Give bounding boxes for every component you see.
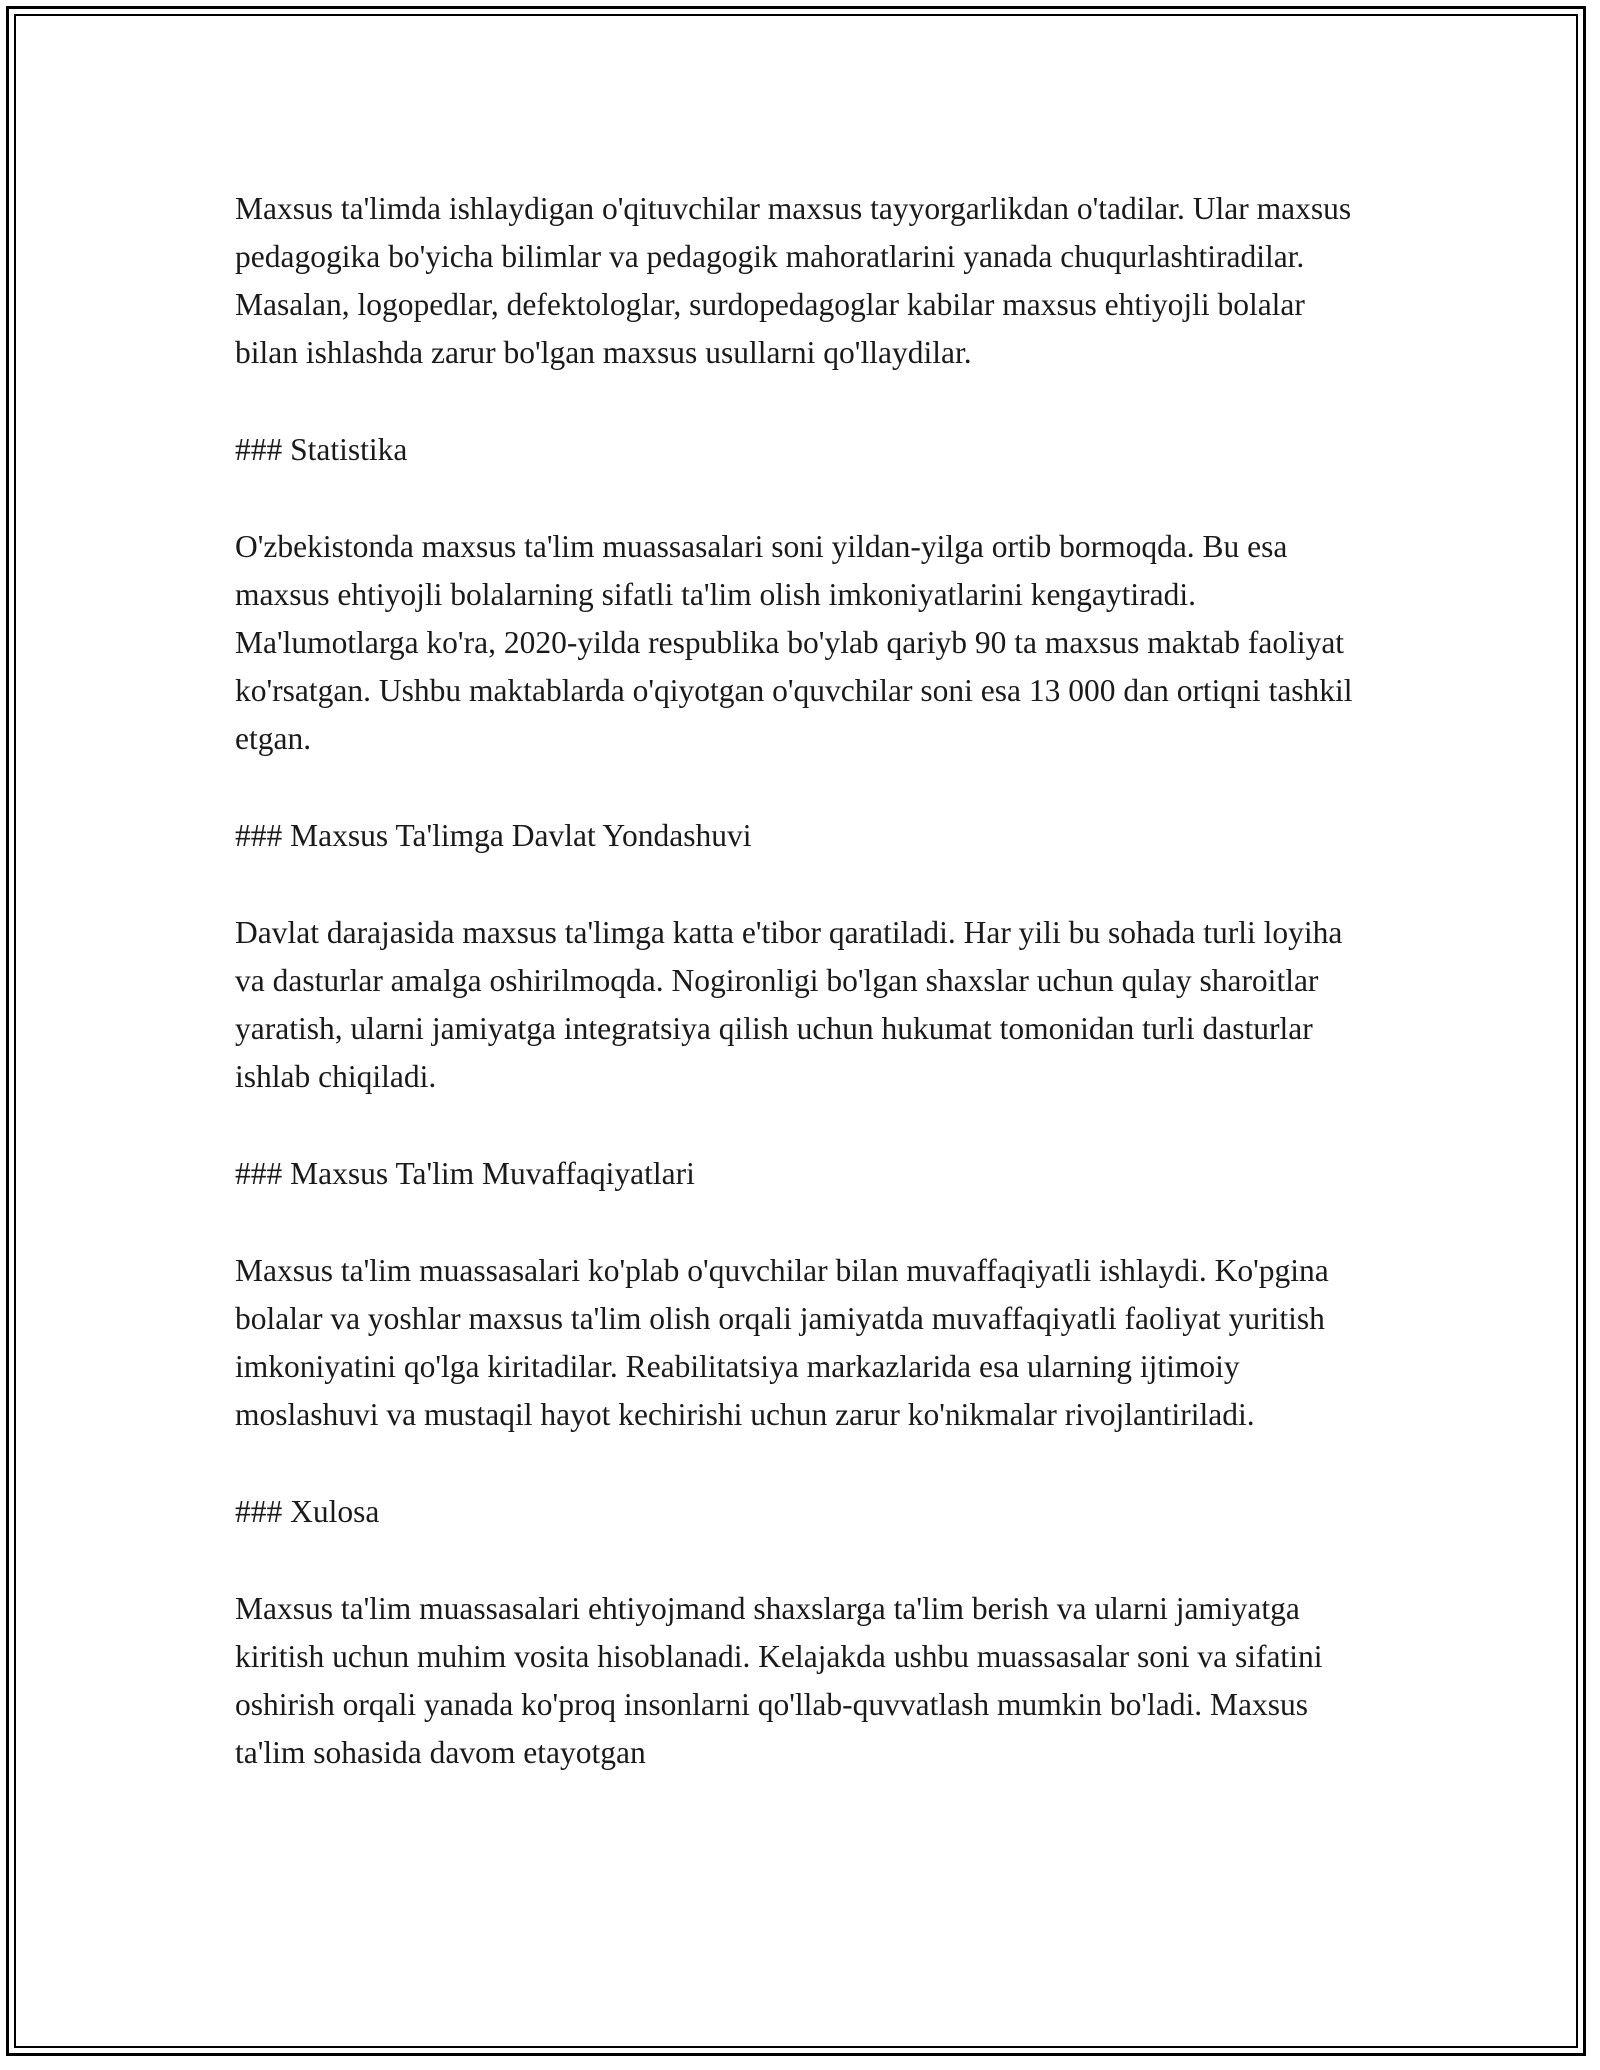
paragraph-muvaffaqiyatlari: Maxsus ta'lim muassasalari ko'plab o'quvchilar bilan muvaffaqiyatli ishlaydi. Ko'pgina bolalar va yoshlar maxsus ta'lim olish orqali jamiyatda muvaffaqiyatli faoliyat yuritish imkoniyatini qo'lga kiritadilar. Reabilitatsiya markazlarida esa ularning ijtimoiy moslashuvi va mustaqil hayot kechirishi uchun zarur ko'nikmalar rivojlantiriladi. bbox=[235, 1253, 1329, 1432]
heading-davlat-yondashuvi: ### Maxsus Ta'limga Davlat Yondashuvi bbox=[235, 818, 752, 853]
heading-muvaffaqiyatlari: ### Maxsus Ta'lim Muvaffaqiyatlari bbox=[235, 1156, 695, 1191]
heading-xulosa: ### Xulosa bbox=[235, 1494, 380, 1529]
paragraph-intro: Maxsus ta'limda ishlaydigan o'qituvchilar maxsus tayyorgarlikdan o'tadilar. Ular maxsus pedagogika bo'yicha bilimlar va pedagogik mahoratlarini yanada chuqurlashtiradilar. Masalan, logopedlar, defektologlar, surdopedagoglar kabilar maxsus ehtiyojli bolalar bilan ishlashda zarur bo'lgan maxsus usullarni qo'llaydilar. bbox=[235, 191, 1352, 370]
paragraph-davlat-yondashuvi: Davlat darajasida maxsus ta'limga katta e'tibor qaratiladi. Har yili bu sohada turli loyiha va dasturlar amalga oshirilmoqda. Nogironligi bo'lgan shaxslar uchun qulay sharoitlar yaratish, ularni jamiyatga integratsiya qilish uchun hukumat tomonidan turli dasturlar ishlab chiqiladi. bbox=[235, 915, 1343, 1094]
paragraph-statistika: O'zbekistonda maxsus ta'lim muassasalari soni yildan-yilga ortib bormoqda. Bu esa maxsus ehtiyojli bolalarning sifatli ta'lim olish imkoniyatlarini kengaytiradi. Ma'lumotlarga ko'ra, 2020-yilda respublika bo'ylab qariyb 90 ta maxsus maktab faoliyat ko'rsatgan. Ushbu maktablarda o'qiyotgan o'quvchilar soni esa 13 000 dan ortiqni tashkil etgan. bbox=[235, 529, 1353, 756]
document-body bbox=[235, 185, 1375, 1826]
heading-statistika: ### Statistika bbox=[235, 432, 408, 467]
paragraph-xulosa: Maxsus ta'lim muassasalari ehtiyojmand shaxslarga ta'lim berish va ularni jamiyatga kiritish uchun muhim vosita hisoblanadi. Kelajakda ushbu muassasalar soni va sifatini oshirish orqali yanada ko'proq insonlarni qo'llab-quvvatlash mumkin bo'ladi. Maxsus ta'lim sohasida davom etayotgan bbox=[235, 1591, 1323, 1770]
